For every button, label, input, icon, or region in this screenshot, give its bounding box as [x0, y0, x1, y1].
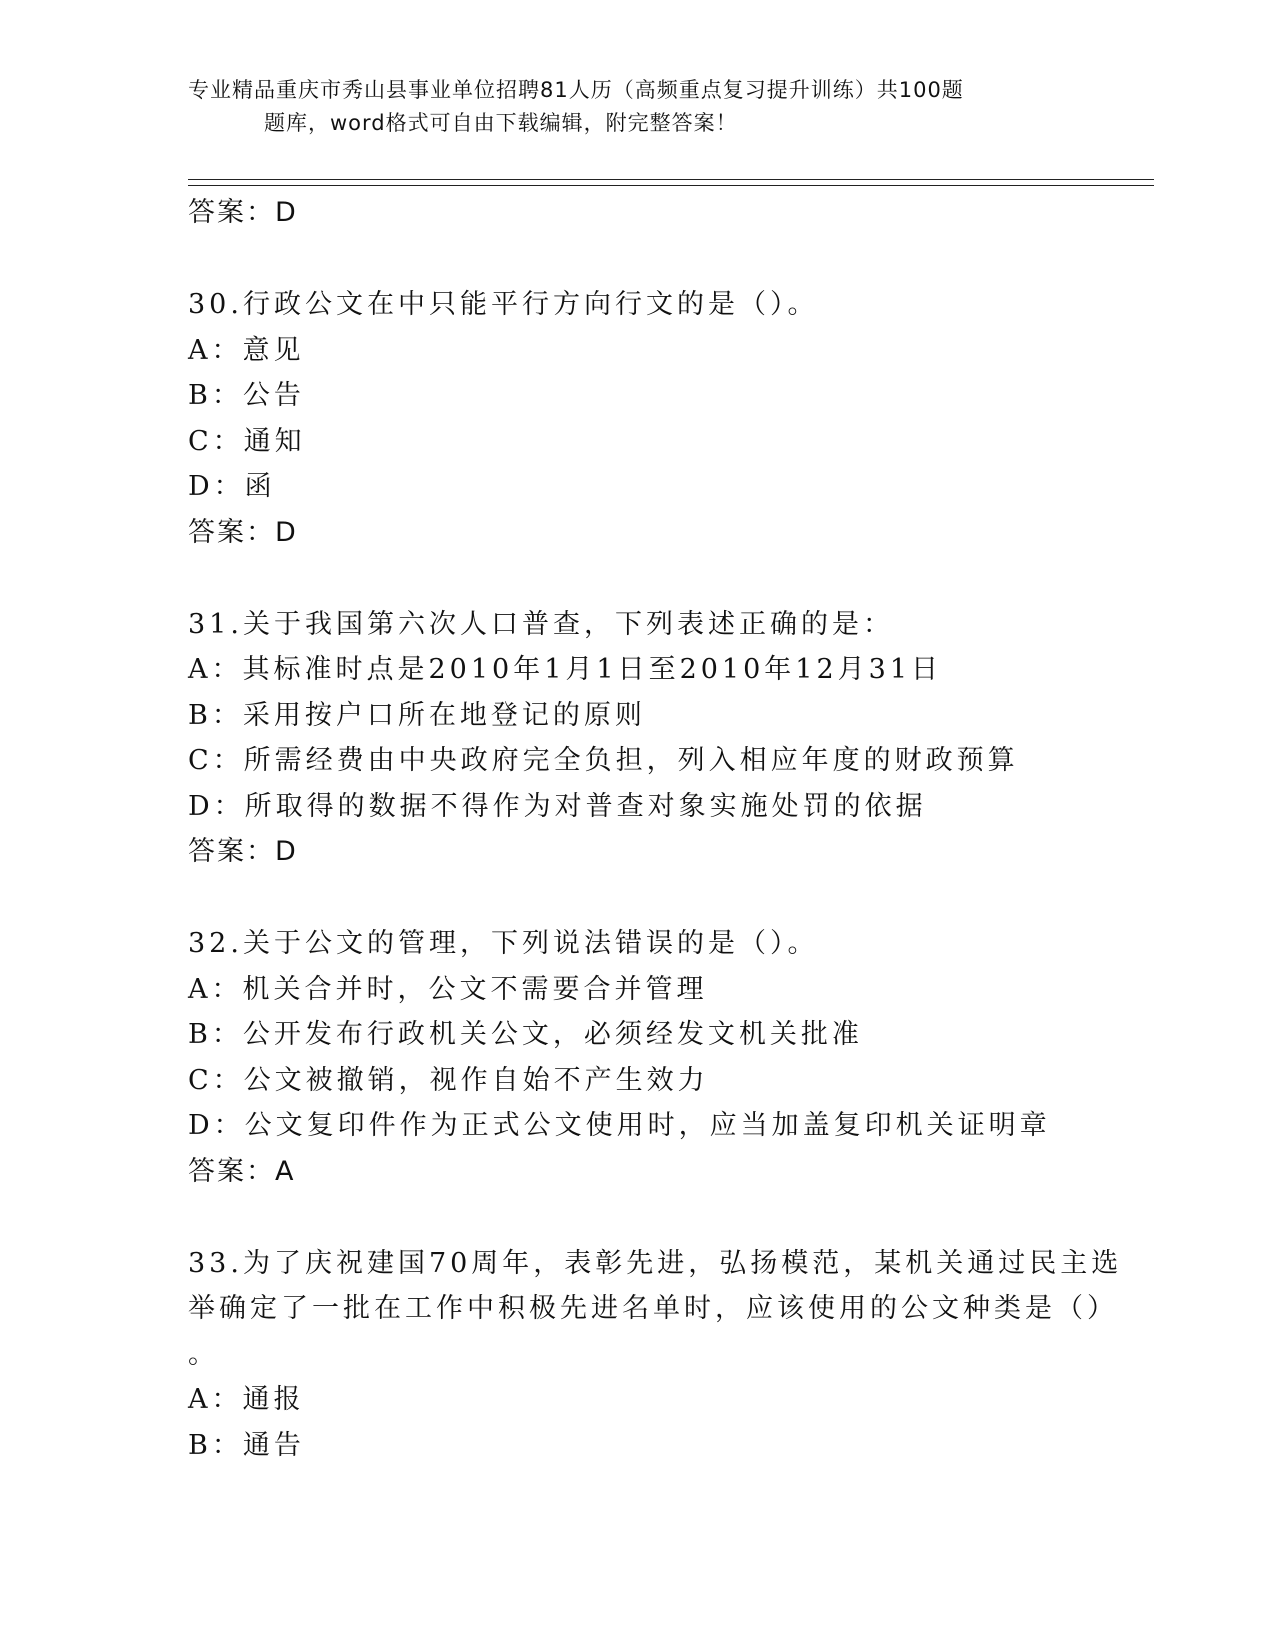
- question-stem: 32.关于公文的管理，下列说法错误的是（）。: [188, 928, 819, 959]
- header-divider-top: [188, 179, 1154, 180]
- question-list: [188, 190, 1148, 1468]
- option-c: C：公文被撤销，视作自始不产生效力: [188, 1064, 709, 1096]
- question-30: [188, 282, 1148, 556]
- option-a: A：其标准时点是2010年1月1日至2010年12月31日: [188, 654, 942, 685]
- question-stem-line-1: 33.为了庆祝建国70周年，表彰先进，弘扬模范，某机关通过民主选: [188, 1247, 1123, 1279]
- option-d: D：函: [188, 471, 276, 502]
- option-a: A：通报: [188, 1384, 305, 1415]
- option-a: A：机关合并时，公文不需要合并管理: [188, 973, 708, 1005]
- option-b: B：通告: [188, 1429, 305, 1461]
- option-b: B：公告: [188, 380, 305, 411]
- header-title-line-2: 题库，word格式可自由下载编辑，附完整答案！: [264, 111, 738, 135]
- header-title-line-1: 专业精品重庆市秀山县事业单位招聘81人历（高频重点复习提升训练）共100题: [188, 78, 964, 102]
- option-d: D：所取得的数据不得作为对普查对象实施处罚的依据: [188, 790, 927, 822]
- question-stem: 30.行政公文在中只能平行方向行文的是（）。: [188, 289, 819, 320]
- question-stem: 31.关于我国第六次人口普查，下列表述正确的是：: [188, 608, 894, 640]
- question-33: [188, 1241, 1148, 1469]
- option-a: A：意见: [188, 334, 305, 366]
- document-header: [188, 74, 1088, 140]
- option-c: C：所需经费由中央政府完全负担，列入相应年度的财政预算: [188, 745, 1019, 776]
- question-31: [188, 602, 1148, 876]
- answer-line: 答案：D: [188, 516, 298, 548]
- header-divider-bottom: [188, 185, 1154, 186]
- answer-line: 答案：D: [188, 836, 298, 867]
- option-b: B：采用按户口所在地登记的原则: [188, 699, 646, 731]
- question-stem-line-2: 举确定了一批在工作中积极先进名单时，应该使用的公文种类是（）: [188, 1293, 1118, 1324]
- answer-line: 答案：A: [188, 1155, 296, 1187]
- option-b: B：公开发布行政机关公文，必须经发文机关批准: [188, 1019, 863, 1050]
- option-d: D：公文复印件作为正式公文使用时，应当加盖复印机关证明章: [188, 1110, 1051, 1141]
- question-stem-line-3: 。: [188, 1338, 219, 1370]
- previous-question-answer: 答案：D: [188, 197, 298, 228]
- option-c: C：通知: [188, 425, 306, 457]
- question-32: [188, 921, 1148, 1195]
